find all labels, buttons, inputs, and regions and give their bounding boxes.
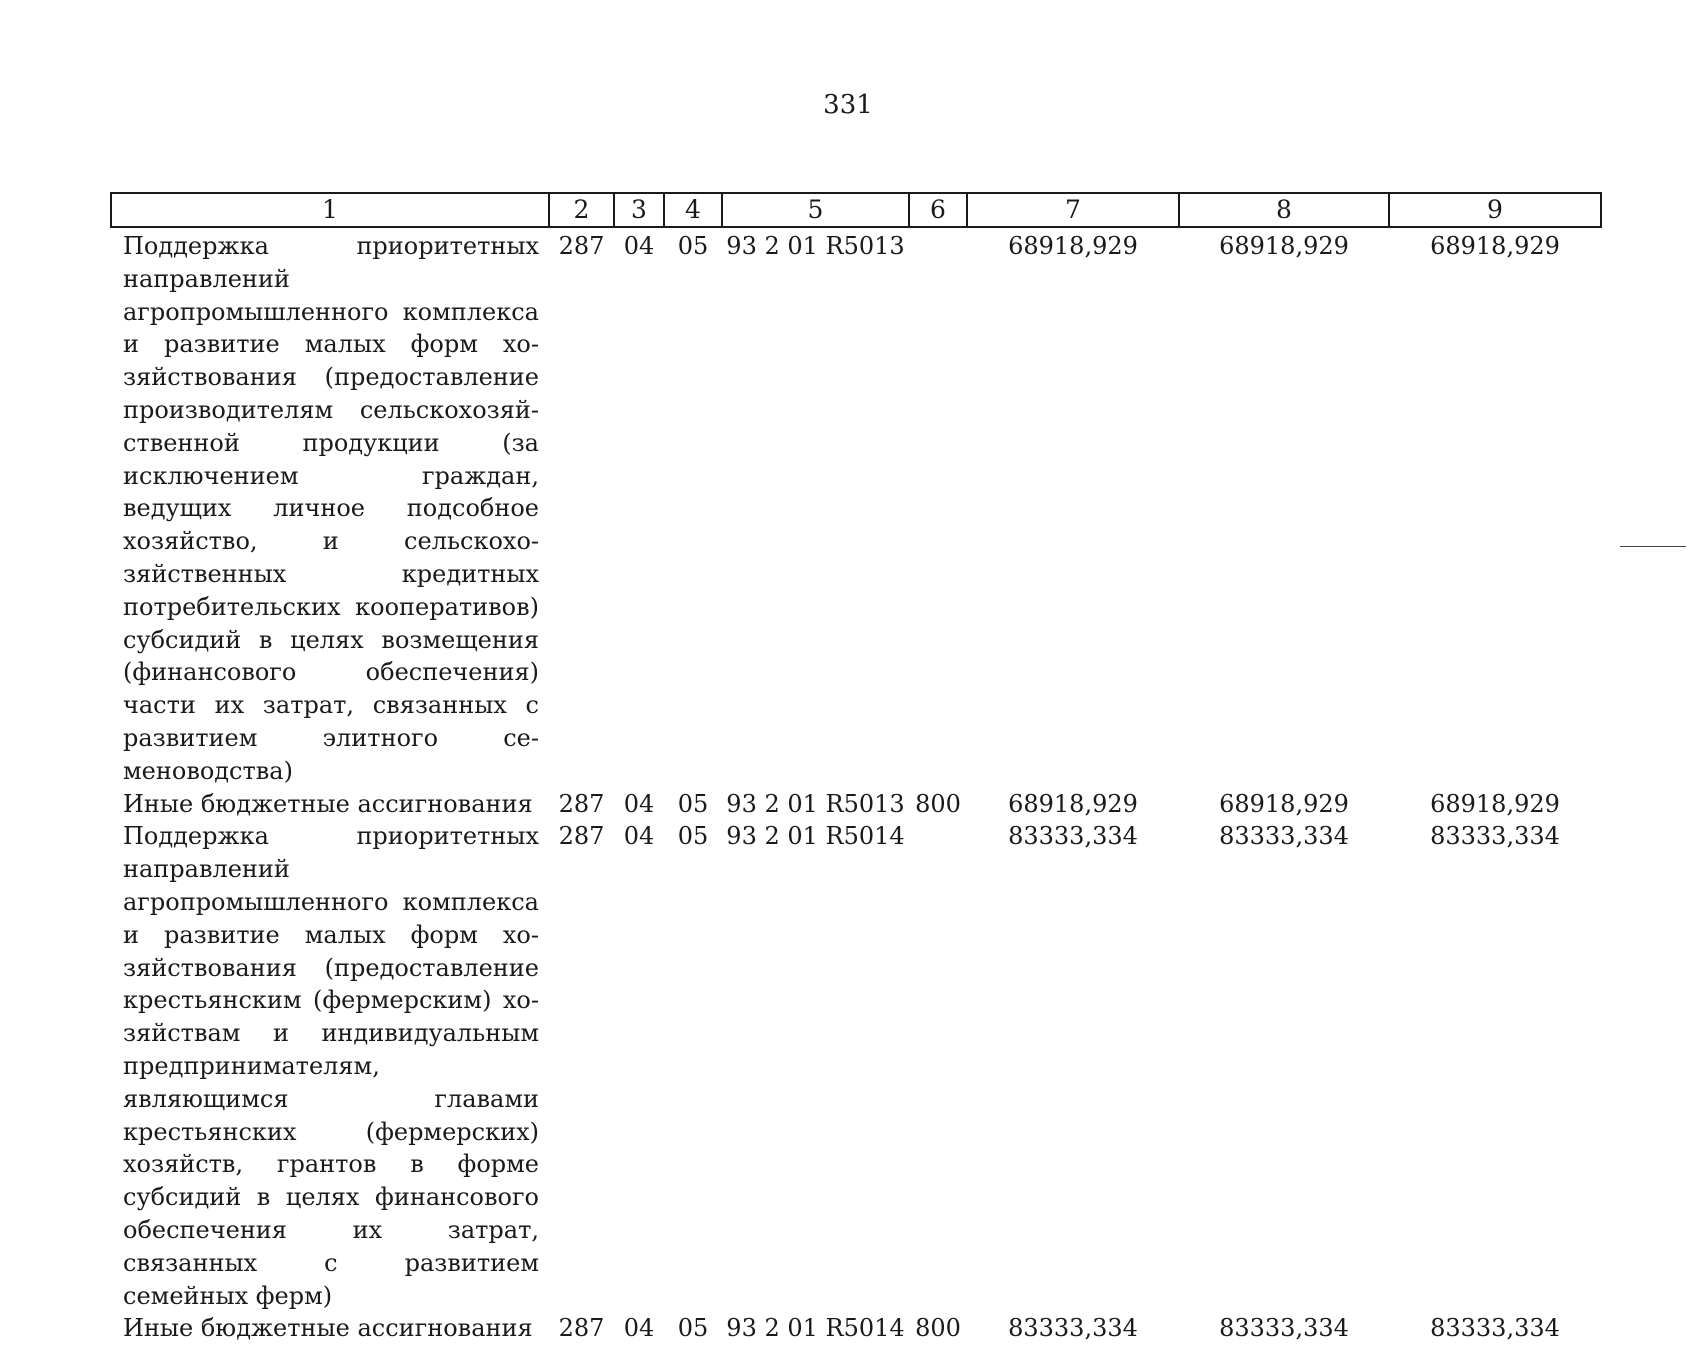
- row-amount-col7: 83333,334: [1008, 1314, 1138, 1343]
- row-subsection-code: 05: [677, 232, 709, 260]
- row-description: Поддержка приоритетных направлений агропромышленного комплекса и развитие малых форм хозяйствования (предоставление производителям сельскохозяйственной продукции (за исключением граждан, ведущих личное подсобное хозяйство, и сельскохозяйственных кредитных потребительских кооперативов) субсидий в целях возмещения (финансового обеспечения) части их затрат, связанных с развитием элитного семеноводства): [123, 232, 539, 785]
- header-col-8: 8: [1179, 193, 1389, 227]
- row-expense-type: 800: [915, 789, 961, 818]
- row-section-code: 04: [623, 1314, 655, 1343]
- row-amount-col8: 68918,929: [1219, 232, 1349, 260]
- row-target-code: 93 2 01 R5014: [726, 1314, 905, 1343]
- header-col-1: 1: [111, 193, 549, 227]
- header-col-4: 4: [664, 193, 722, 227]
- row-amount-col9: 83333,334: [1430, 822, 1560, 851]
- row-target-code: 93 2 01 R5014: [726, 822, 905, 851]
- row-ministry-code: 287: [558, 789, 605, 818]
- table-header: [111, 193, 1601, 227]
- header-col-2: 2: [549, 193, 614, 227]
- row-section-code: 04: [623, 789, 655, 818]
- table-row: [111, 1312, 1601, 1345]
- row-ministry-code: 287: [558, 232, 605, 260]
- budget-table: [110, 192, 1602, 1345]
- row-amount-col9: 83333,334: [1430, 1314, 1560, 1343]
- row-amount-col7: 68918,929: [1008, 789, 1138, 818]
- page-number: 331: [823, 90, 873, 120]
- row-ministry-code: 287: [558, 1314, 605, 1343]
- margin-line: [1620, 546, 1686, 547]
- table-row: [111, 820, 1601, 1312]
- row-amount-col9: 68918,929: [1430, 789, 1560, 818]
- row-amount-col8: 68918,929: [1219, 789, 1349, 818]
- table-body: [111, 227, 1601, 1345]
- row-section-code: 04: [623, 232, 655, 260]
- row-expense-type: [909, 227, 967, 788]
- row-target-code: 93 2 01 R5013: [726, 789, 905, 818]
- row-expense-type: [909, 820, 967, 1312]
- row-description: Иные бюджетные ассигнования: [123, 1314, 533, 1343]
- row-subsection-code: 05: [677, 1314, 709, 1343]
- row-description: Иные бюджетные ассигнования: [123, 789, 533, 818]
- header-col-7: 7: [967, 193, 1179, 227]
- header-row: [111, 193, 1601, 227]
- row-amount-col9: 68918,929: [1430, 232, 1560, 260]
- row-ministry-code: 287: [558, 822, 605, 851]
- row-amount-col8: 83333,334: [1219, 1314, 1349, 1343]
- table-row: [111, 788, 1601, 821]
- row-amount-col7: 83333,334: [1008, 822, 1138, 851]
- header-col-9: 9: [1389, 193, 1601, 227]
- row-amount-col8: 83333,334: [1219, 822, 1349, 851]
- row-target-code: 93 2 01 R5013: [726, 232, 905, 260]
- row-subsection-code: 05: [677, 789, 709, 818]
- row-subsection-code: 05: [677, 822, 709, 851]
- header-col-3: 3: [614, 193, 664, 227]
- row-amount-col7: 68918,929: [1008, 232, 1138, 260]
- header-col-5: 5: [722, 193, 909, 227]
- row-expense-type: 800: [915, 1314, 961, 1343]
- table-row: [111, 227, 1601, 788]
- header-col-6: 6: [909, 193, 967, 227]
- row-section-code: 04: [623, 822, 655, 851]
- row-description: Поддержка приоритетных направлений агропромышленного комплекса и развитие малых форм хозяйствования (предоставление крестьянским (фермерским) хозяйствам и индивидуальным предпринимателям, являющимся главами крестьянских (фермерских) хозяйств, грантов в форме субсидий в целях финансового обеспечения их затрат, связанных с развитием семейных ферм): [123, 822, 539, 1310]
